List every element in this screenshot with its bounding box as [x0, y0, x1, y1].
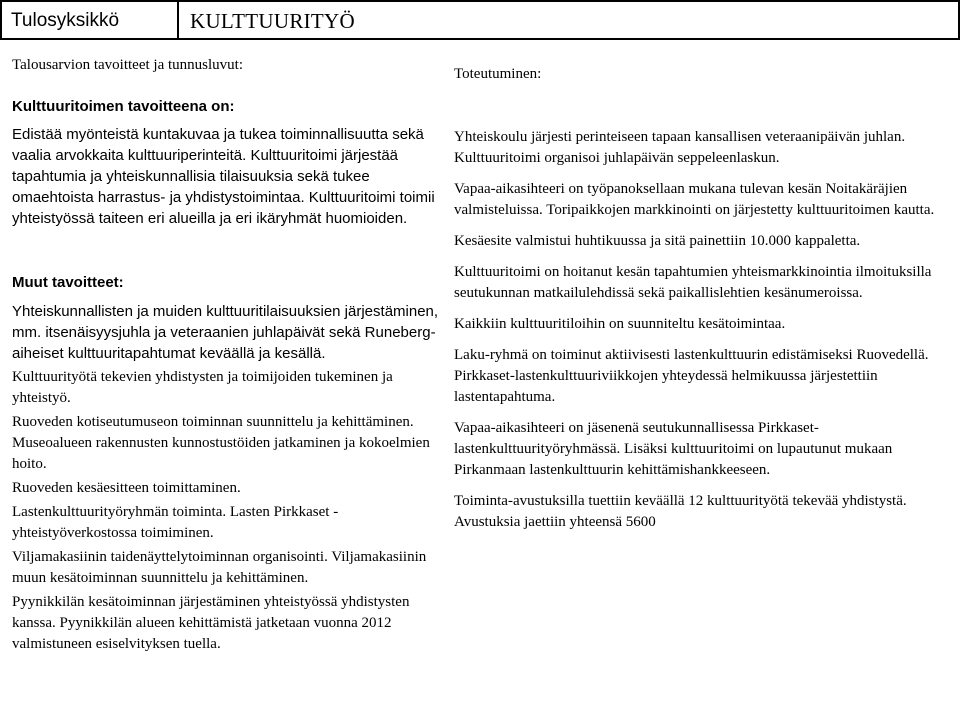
- other-goal-item: Ruoveden kesäesitteen toimittaminen.: [12, 480, 241, 496]
- realization-item: Kesäesite valmistui huhtikuussa ja sitä painettiin 10.000 kappaletta.: [454, 233, 861, 249]
- other-goal-item: Ruoveden kotiseutumuseon toiminnan suunnittelu ja kehittäminen. Museoalueen rakennusten kunnostustöiden jatkaminen ja kokoelmien hoito.: [12, 414, 430, 472]
- realization-item: Kaikkiin kulttuuritiloihin on suunniteltu kesätoimintaa.: [454, 316, 786, 332]
- other-goal-item: Yhteiskunnallisten ja muiden kulttuuritilaisuuksien järjestäminen, mm. itsenäisyysjuhla ja veteraanien juhlapäivät sekä Runeberg-aiheiset kulttuuritapahtumat keväällä ja kesällä.: [12, 303, 439, 362]
- header-border-top: [0, 0, 960, 2]
- realization-heading: Toteutuminen:: [454, 66, 542, 82]
- realization-list: [454, 127, 954, 533]
- other-goal-item: Viljamakasiinin taidenäyttelytoiminnan organisointi. Viljamakasiinin muun kesätoiminnan suunnittelu ja kehittäminen.: [12, 549, 427, 586]
- header-divider: [177, 0, 179, 40]
- realization-item: Toiminta-avustuksilla tuettiin keväällä 12 kulttuurityötä tekevää yhdistystä. Avustuksia jaettiin yhteensä 5600: [454, 493, 907, 530]
- header-border-bottom: [0, 38, 960, 40]
- goal-paragraph: Edistää myönteistä kuntakuvaa ja tukea toiminnallisuutta sekä vaalia arvokkaita kulttuuriperinteitä. Kulttuuritoimi järjestää tapahtumia ja yhteiskunnallisia tilaisuuksia sekä tukee omaehtoista harrastus- ja yhdistystoimintaa. Kulttuuritoimi toimii yhteistyössä taiteen eri alueilla ja eri ikäryhmät huomioiden.: [12, 126, 435, 227]
- realization-item: Laku-ryhmä on toiminut aktiivisesti lastenkulttuurin edistämiseksi Ruovedellä. Pirkkaset-lastenkulttuuriviikkojen yhteydessä helmikuussa järjestettiin lastentapahtuma.: [454, 347, 929, 405]
- other-goal-item: Pyynikkilän kesätoiminnan järjestäminen yhteistyössä yhdistysten kanssa. Pyynikkilän alueen kehittämistä jatketaan vuonna 2012 valmistuneen esiselvityksen tuella.: [12, 594, 410, 652]
- other-goals-list: [12, 301, 442, 655]
- unit-label: Tulosyksikkö: [11, 10, 120, 31]
- intro-label: Talousarvion tavoitteet ja tunnusluvut:: [12, 57, 243, 73]
- realization-item: Kulttuuritoimi on hoitanut kesän tapahtumien yhteismarkkinointia ilmoituksilla seutukunnan matkailulehdissä sekä paikallislehtien kesänumeroissa.: [454, 264, 932, 301]
- other-goal-item: Lastenkulttuurityöryhmän toiminta. Lasten Pirkkaset - yhteistyöverkostossa toimiminen.: [12, 504, 339, 541]
- realization-item: Vapaa-aikasihteeri on jäsenenä seutukunnallisessa Pirkkaset-lastenkulttuurityöryhmässä. Lisäksi kulttuuritoimi on lupautunut mukaan Pirkanmaan lastenkulttuurin kehittämishankkeeseen.: [454, 420, 893, 478]
- goal-heading: Kulttuuritoimen tavoitteena on:: [12, 98, 235, 115]
- other-goal-item: Kulttuurityötä tekevien yhdistysten ja toimijoiden tukeminen ja yhteistyö.: [12, 369, 393, 406]
- realization-item: Yhteiskoulu järjesti perinteiseen tapaan kansallisen veteraanipäivän juhlan. Kulttuuritoimi organisoi juhlapäivän seppeleenlaskun.: [454, 129, 906, 166]
- header-border-left: [0, 0, 2, 40]
- page-title: KULTTUURITYÖ: [190, 9, 355, 33]
- realization-item: Vapaa-aikasihteeri on työpanoksellaan mukana tulevan kesän Noitakäräjien valmisteluissa. Toripaikkojen markkinointi on järjestetty kulttuuritoimen kautta.: [454, 181, 935, 218]
- other-heading: Muut tavoitteet:: [12, 274, 124, 291]
